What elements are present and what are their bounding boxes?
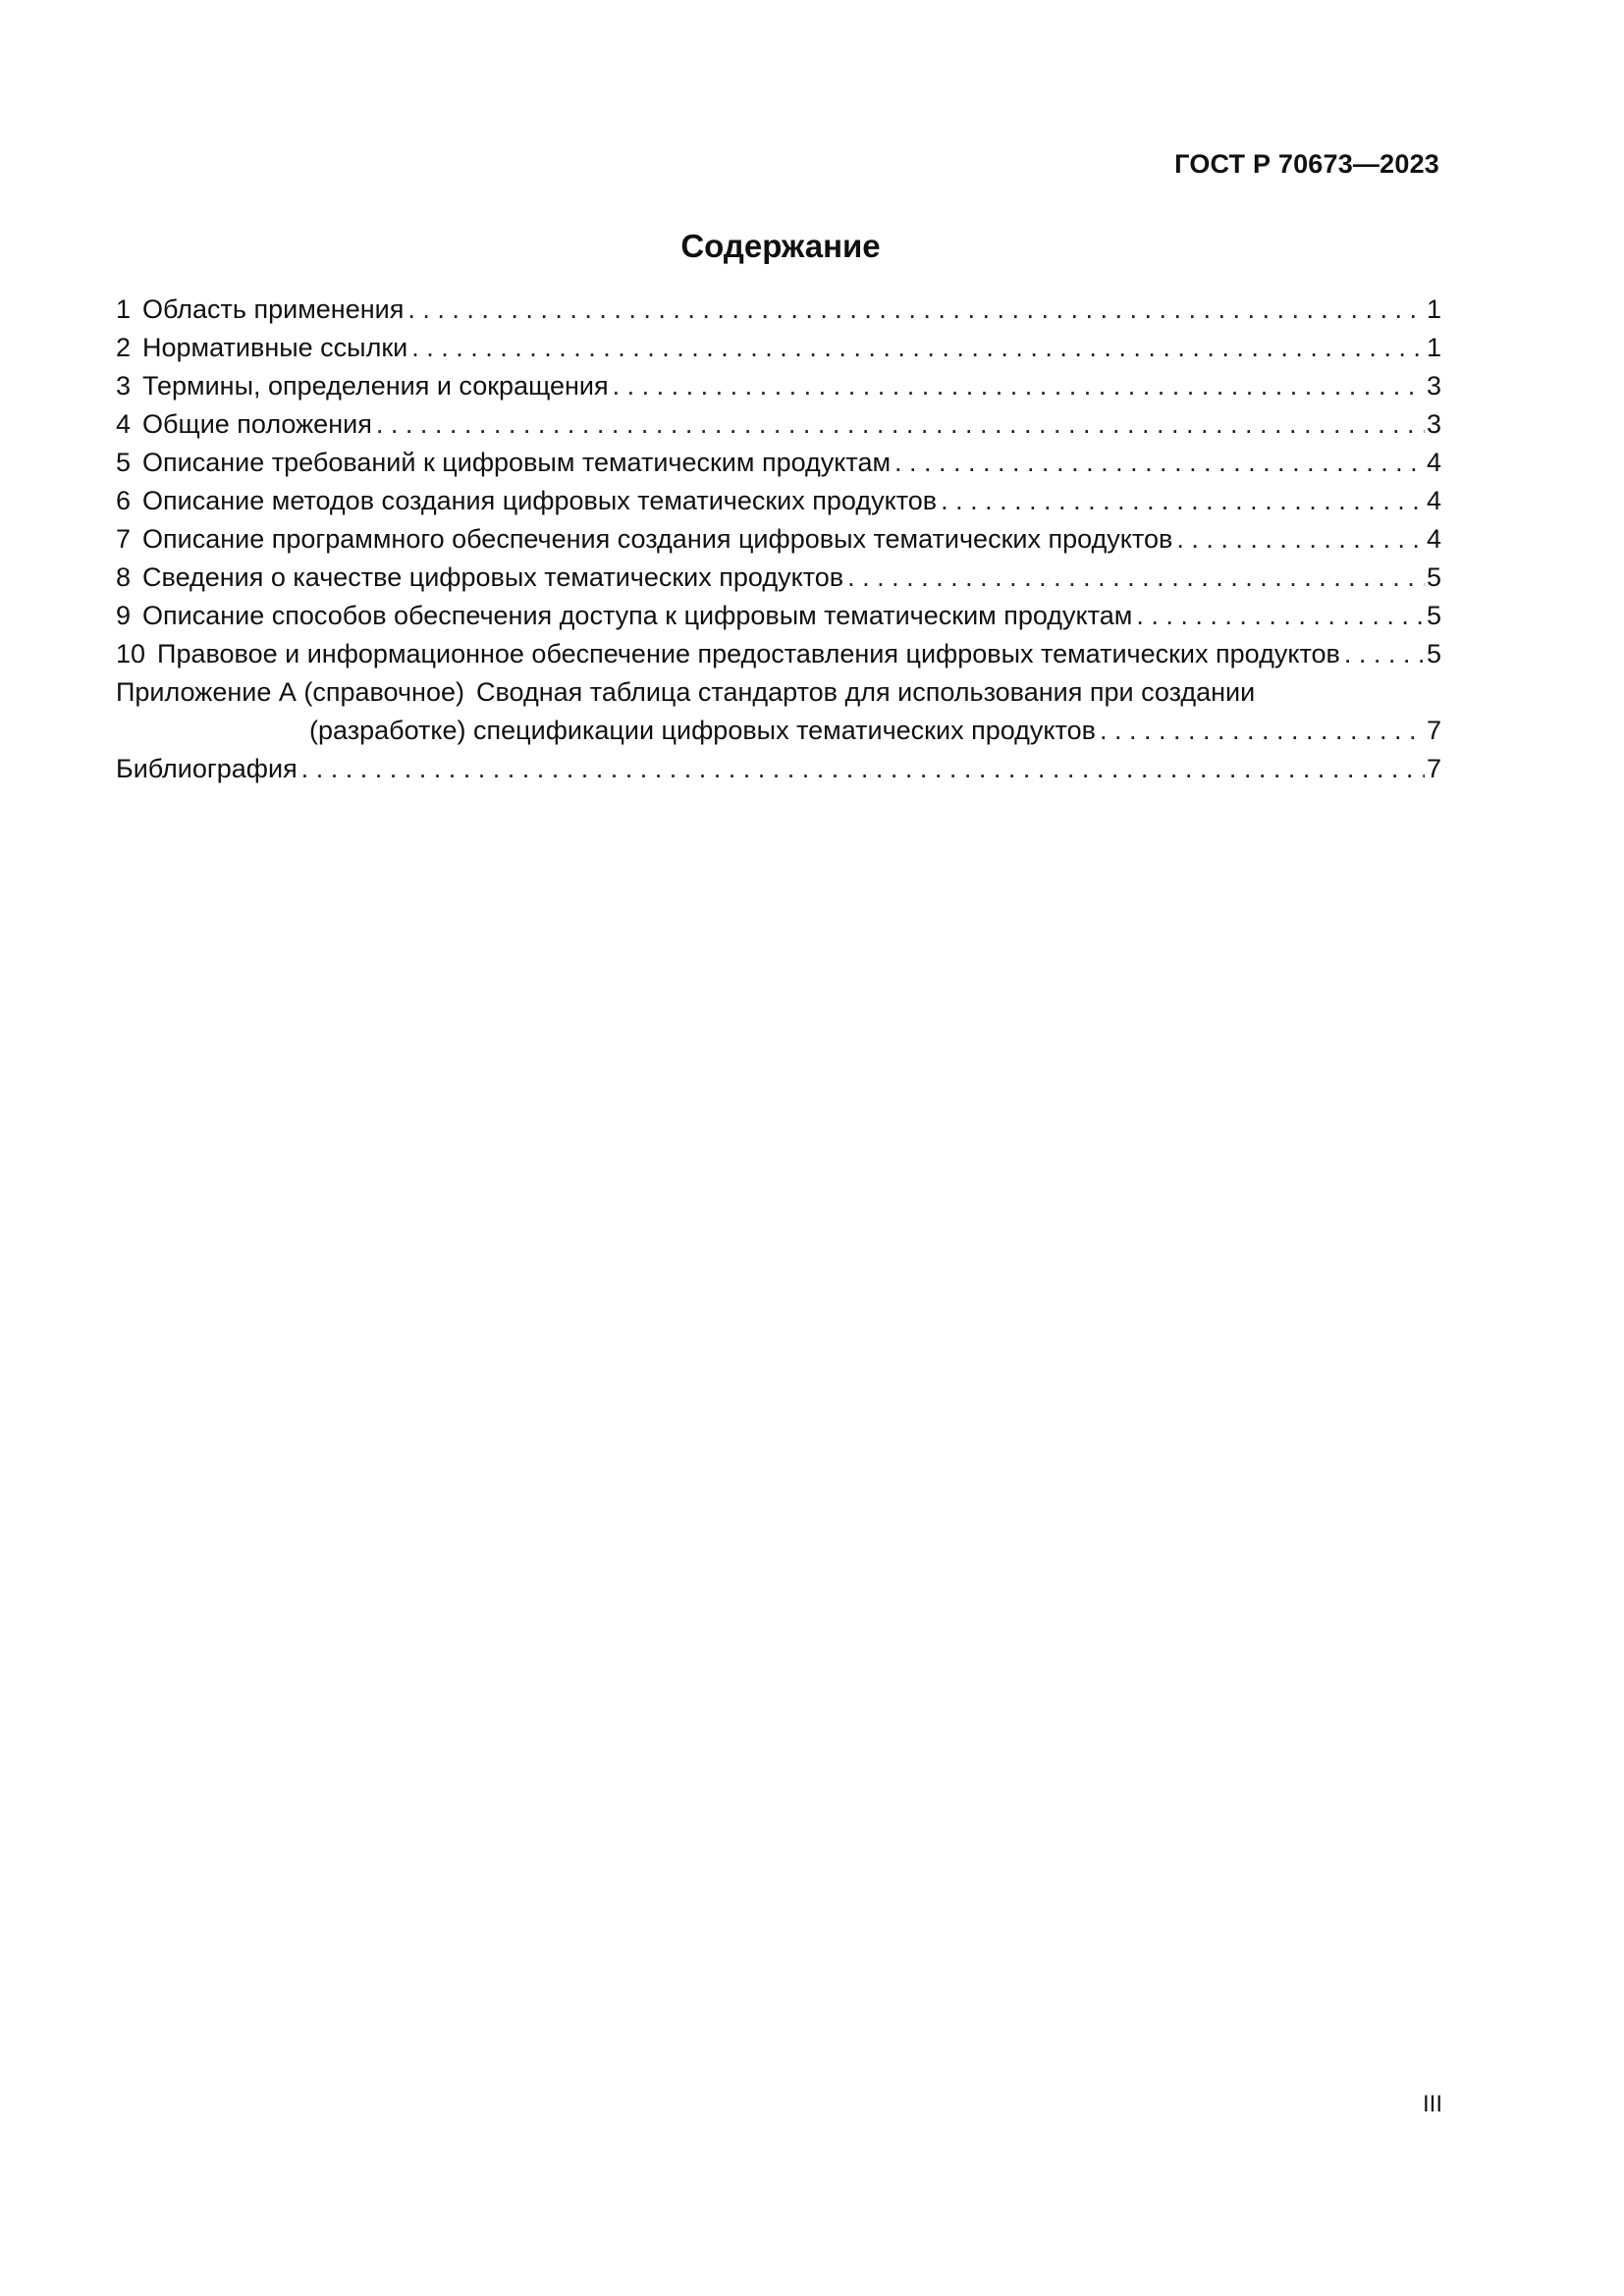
toc-item-text: Общие положения: [142, 409, 372, 439]
toc-item-label: [116, 329, 407, 367]
toc-item-number: 6: [116, 486, 132, 515]
toc-appendix-title-line1: Сводная таблица стандартов для использования при создании: [475, 677, 1256, 707]
toc-item-number: 1: [116, 294, 132, 324]
toc-item-label: [116, 405, 372, 444]
toc-leader-dots: [613, 367, 1425, 405]
toc-title: Содержание: [680, 228, 881, 264]
table-of-contents: [116, 291, 1441, 788]
toc-appendix-prefix: Приложение А (справочное): [116, 677, 464, 707]
toc-item-number: 9: [116, 601, 132, 630]
toc-item-label: [116, 291, 404, 329]
document-code: ГОСТ Р 70673—2023: [1174, 149, 1439, 179]
toc-item[interactable]: [116, 597, 1441, 635]
toc-item-page: 5: [1426, 639, 1441, 668]
toc-item[interactable]: [116, 482, 1441, 520]
toc-leader-dots: [301, 750, 1425, 788]
toc-item-page: 1: [1426, 294, 1441, 324]
toc-leader-dots: [1136, 597, 1425, 635]
page-number: III: [1422, 2091, 1442, 2117]
toc-leader-dots: [376, 405, 1425, 444]
toc-item-text: Нормативные ссылки: [142, 333, 408, 362]
toc-leader-dots: [1100, 712, 1425, 750]
toc-appendix-page: 7: [1426, 716, 1441, 745]
toc-item-text: Описание программного обеспечения создания цифровых тематических продуктов: [142, 524, 1173, 554]
toc-item-text: Описание требований к цифровым тематическим продуктам: [142, 448, 892, 477]
toc-item-page: 4: [1426, 448, 1441, 477]
toc-item-page: 4: [1426, 524, 1441, 554]
toc-leader-dots: [1176, 520, 1425, 559]
toc-leader-dots: [411, 329, 1425, 367]
toc-item[interactable]: [116, 444, 1441, 482]
toc-item-number: 2: [116, 333, 132, 362]
toc-item-page: 5: [1426, 601, 1441, 630]
toc-item-number: 10: [116, 639, 146, 668]
toc-item-number: 4: [116, 409, 132, 439]
toc-item-number: 5: [116, 448, 132, 477]
toc-item-text: Описание методов создания цифровых тематических продуктов: [142, 486, 938, 515]
toc-item[interactable]: [116, 635, 1441, 673]
toc-bibliography[interactable]: [116, 750, 1441, 788]
toc-leader-dots: [407, 291, 1425, 329]
toc-item-text: Термины, определения и сокращения: [142, 371, 609, 400]
toc-item-label: [116, 597, 1132, 635]
toc-item-text: Область применения: [142, 294, 405, 324]
toc-item-label: [116, 559, 843, 597]
toc-item[interactable]: [116, 329, 1441, 367]
toc-item-label: [116, 367, 609, 405]
toc-item-page: 4: [1426, 486, 1441, 515]
toc-leader-dots: [894, 444, 1425, 482]
toc-item-page: 3: [1426, 409, 1441, 439]
toc-item-number: 7: [116, 524, 132, 554]
toc-item-label: [116, 482, 937, 520]
toc-item[interactable]: [116, 367, 1441, 405]
toc-appendix-line1[interactable]: [116, 673, 1441, 712]
toc-item-text: Описание способов обеспечения доступа к цифровым тематическим продуктам: [142, 601, 1133, 630]
toc-item-label: [116, 444, 891, 482]
toc-item-label: [116, 520, 1172, 559]
toc-appendix-title-line2: (разработке) спецификации цифровых тематических продуктов: [309, 716, 1096, 745]
toc-item-page: 1: [1426, 333, 1441, 362]
toc-item[interactable]: [116, 405, 1441, 444]
toc-item-number: 3: [116, 371, 132, 400]
toc-item-page: 5: [1426, 562, 1441, 592]
toc-item-text: Правовое и информационное обеспечение предоставления цифровых тематических продуктов: [157, 639, 1340, 668]
toc-item-text: Сведения о качестве цифровых тематических продуктов: [142, 562, 844, 592]
toc-item-number: 8: [116, 562, 132, 592]
toc-item[interactable]: [116, 559, 1441, 597]
toc-leader-dots: [847, 559, 1425, 597]
toc-leader-dots: [941, 482, 1425, 520]
toc-bibliography-page: 7: [1426, 754, 1441, 783]
toc-item-label: [116, 635, 1340, 673]
toc-bibliography-label: Библиография: [116, 754, 298, 783]
toc-item[interactable]: [116, 291, 1441, 329]
toc-item[interactable]: [116, 520, 1441, 559]
toc-appendix-line2[interactable]: [116, 712, 1441, 750]
toc-leader-dots: [1344, 635, 1425, 673]
toc-item-page: 3: [1426, 371, 1441, 400]
